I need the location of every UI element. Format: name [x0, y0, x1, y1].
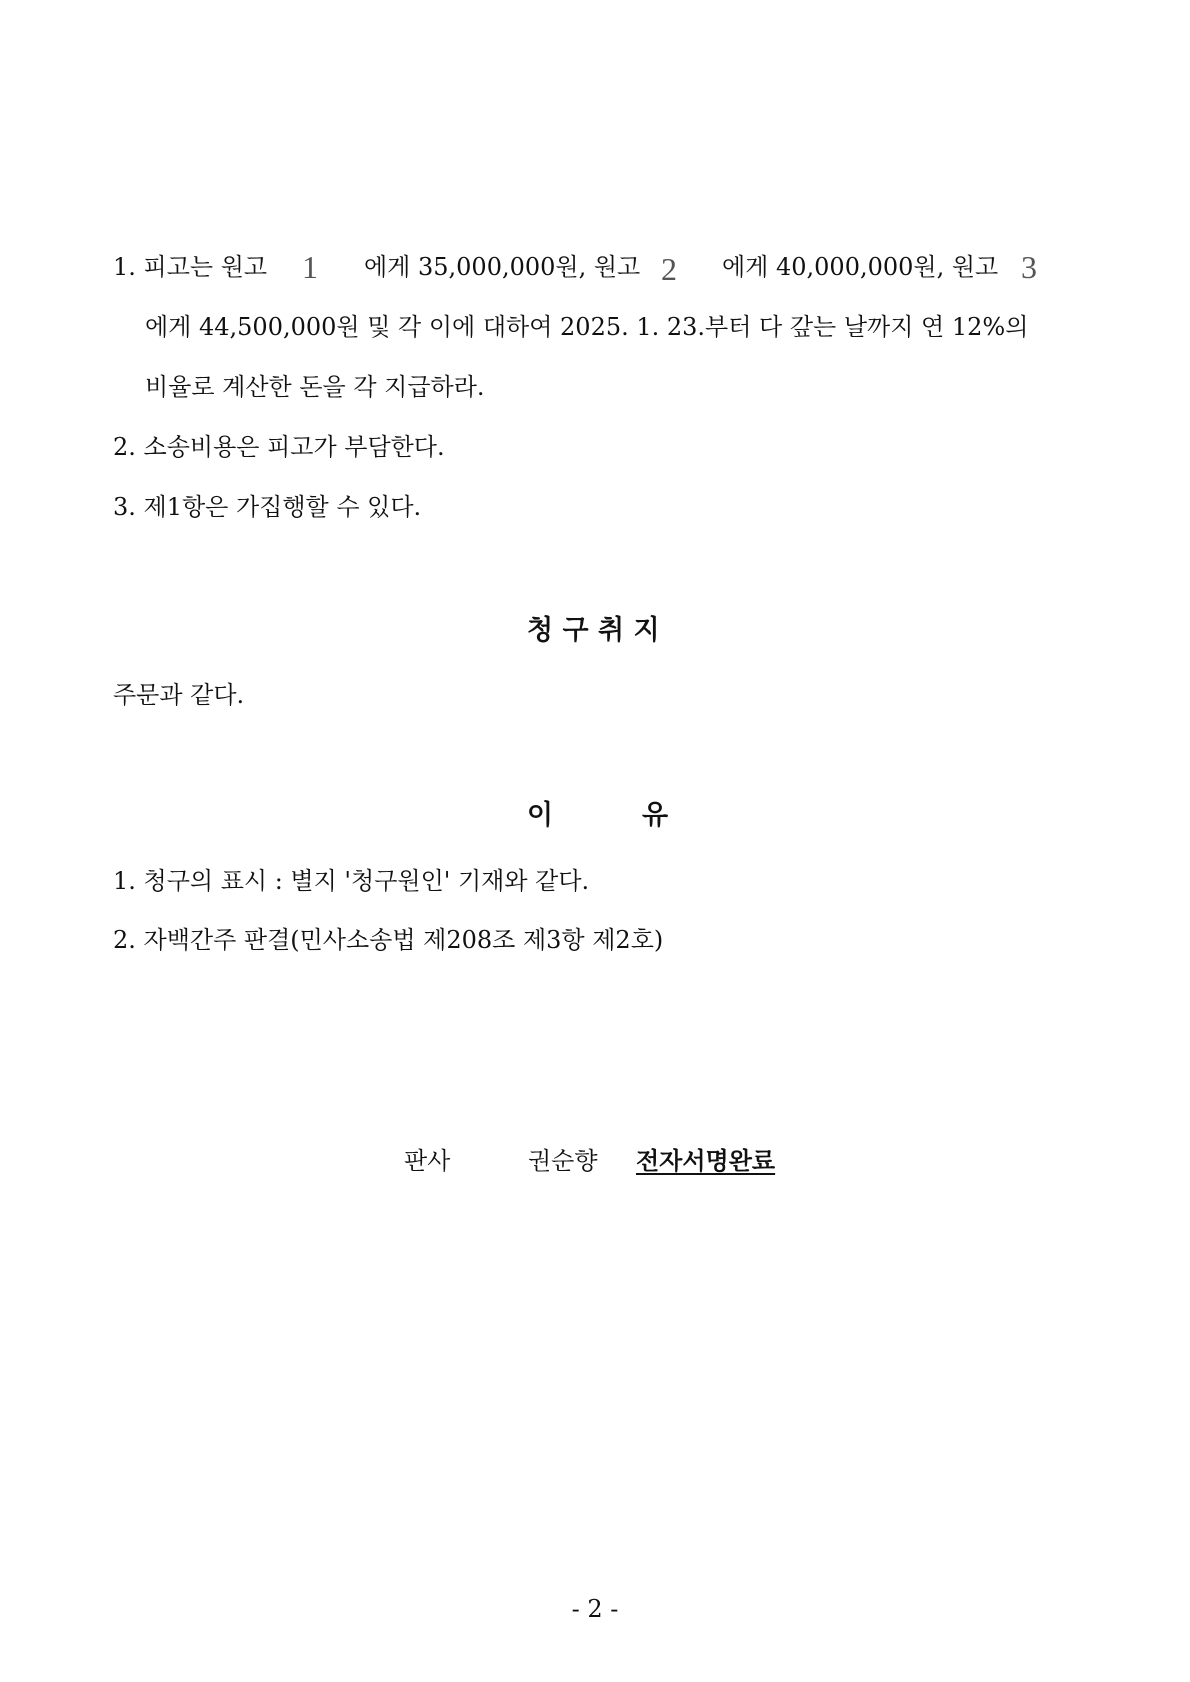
page-number: - 2 - — [571, 1595, 619, 1623]
order-item-2: 2. 소송비용은 피고가 부담한다. — [113, 433, 445, 461]
claim-heading: 청 구 취 지 — [527, 615, 660, 646]
claim-text: 주문과 같다. — [113, 681, 245, 709]
reasons-heading-right: 유 — [642, 800, 669, 831]
electronic-signature-status: 전자서명완료 — [636, 1146, 776, 1175]
plaintiff-2-number: 2 — [661, 251, 677, 287]
order-item-1-line-2: 에게 44,500,000원 및 각 이에 대하여 2025. 1. 23.부터 다 갚는 날까지 연 12%의 — [145, 313, 1029, 341]
order-item-1-prefix: 1. 피고는 원고 — [113, 253, 268, 281]
judge-title: 판사 — [404, 1147, 451, 1175]
reasons-item-1: 1. 청구의 표시 : 별지 '청구원인' 기재와 같다. — [113, 867, 590, 895]
judge-name: 권순향 — [528, 1147, 598, 1175]
order-item-1-amount-1: 에게 35,000,000원, 원고 — [364, 253, 641, 281]
reasons-heading-left: 이 — [527, 800, 554, 831]
order-item-1-line-3: 비율로 계산한 돈을 각 지급하라. — [145, 373, 485, 401]
plaintiff-3-number: 3 — [1021, 249, 1037, 285]
reasons-item-2: 2. 자백간주 판결(민사소송법 제208조 제3항 제2호) — [113, 926, 664, 954]
plaintiff-1-number: 1 — [302, 249, 318, 285]
order-item-1-amount-2: 에게 40,000,000원, 원고 — [722, 253, 999, 281]
order-item-3: 3. 제1항은 가집행할 수 있다. — [113, 493, 422, 521]
